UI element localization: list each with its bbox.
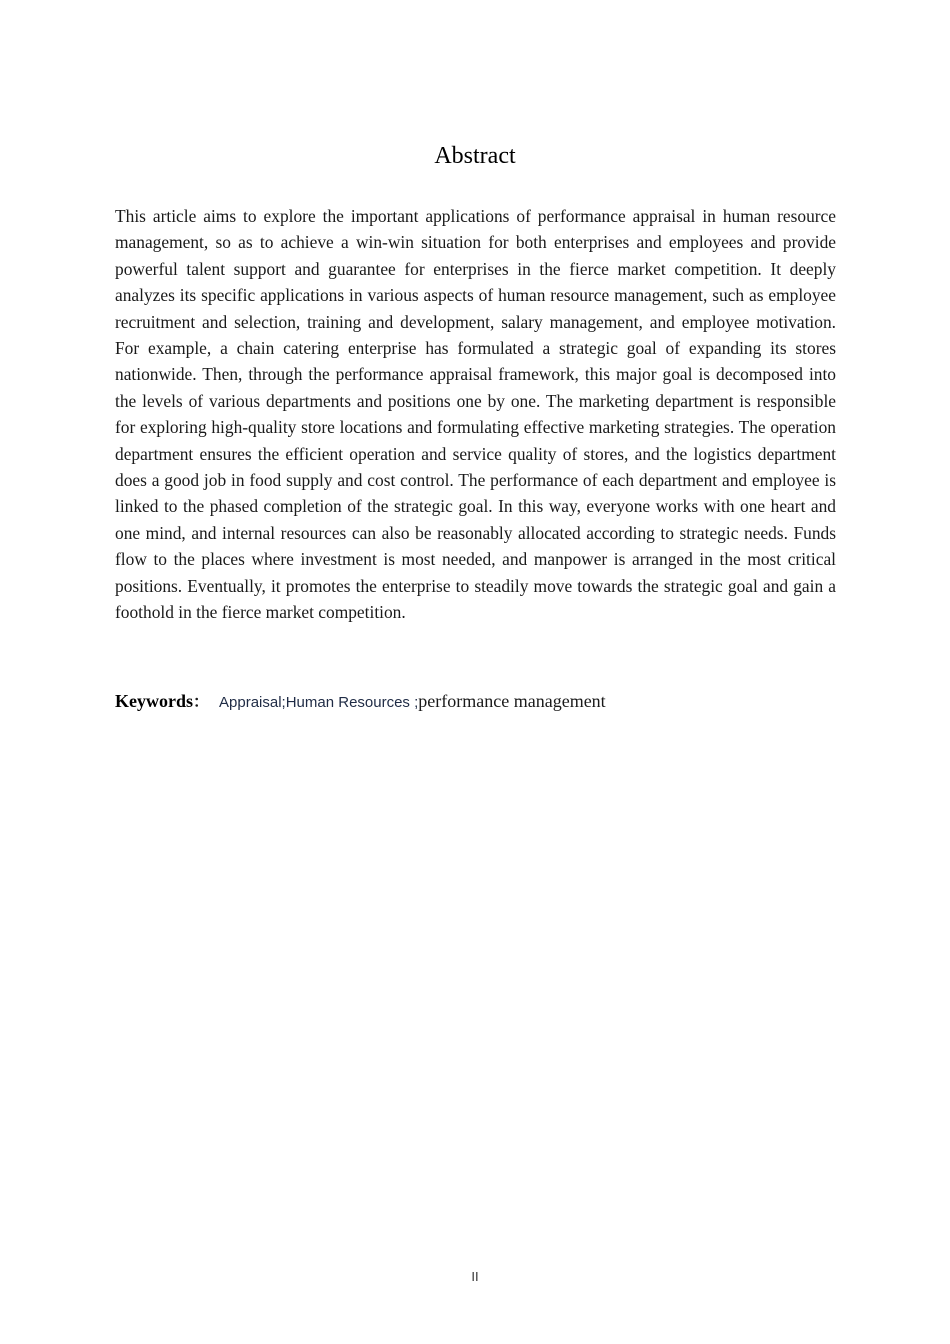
keywords-label: Keywords <box>115 691 193 711</box>
page-number: II <box>471 1269 479 1284</box>
keywords-line <box>115 688 836 716</box>
keywords-separator: ： <box>193 694 210 711</box>
keywords-terms-primary: Appraisal;Human Resources ; <box>219 694 419 711</box>
keywords-terms-secondary: performance management <box>418 691 606 711</box>
abstract-body: This article aims to explore the important applications of performance appraisal in human resource management, so as to achieve a win-win situation for both enterprises and employees and provide powerful talent support and guarantee for enterprises in the fierce market competition. It deeply analyzes its specific applications in various aspects of human resource management, such as employee recruitment and selection, training and development, salary management, and employee motivation. For example, a chain catering enterprise has formulated a strategic goal of expanding its stores nationwide. Then, through the performance appraisal framework, this major goal is decomposed into the levels of various departments and positions one by one. The marketing department is responsible for exploring high-quality store locations and formulating effective marketing strategies. The operation department ensures the efficient operation and service quality of stores, and the logistics department does a good job in food supply and cost control. The performance of each department and employee is linked to the phased completion of the strategic goal. In this way, everyone works with one heart and one mind, and internal resources can also be reasonably allocated according to strategic needs. Funds flow to the places where investment is most needed, and manpower is arranged in the most critical positions. Eventually, it promotes the enterprise to steadily move towards the strategic goal and gain a foothold in the fierce market competition. <box>115 206 836 623</box>
abstract-title: Abstract <box>434 143 516 169</box>
